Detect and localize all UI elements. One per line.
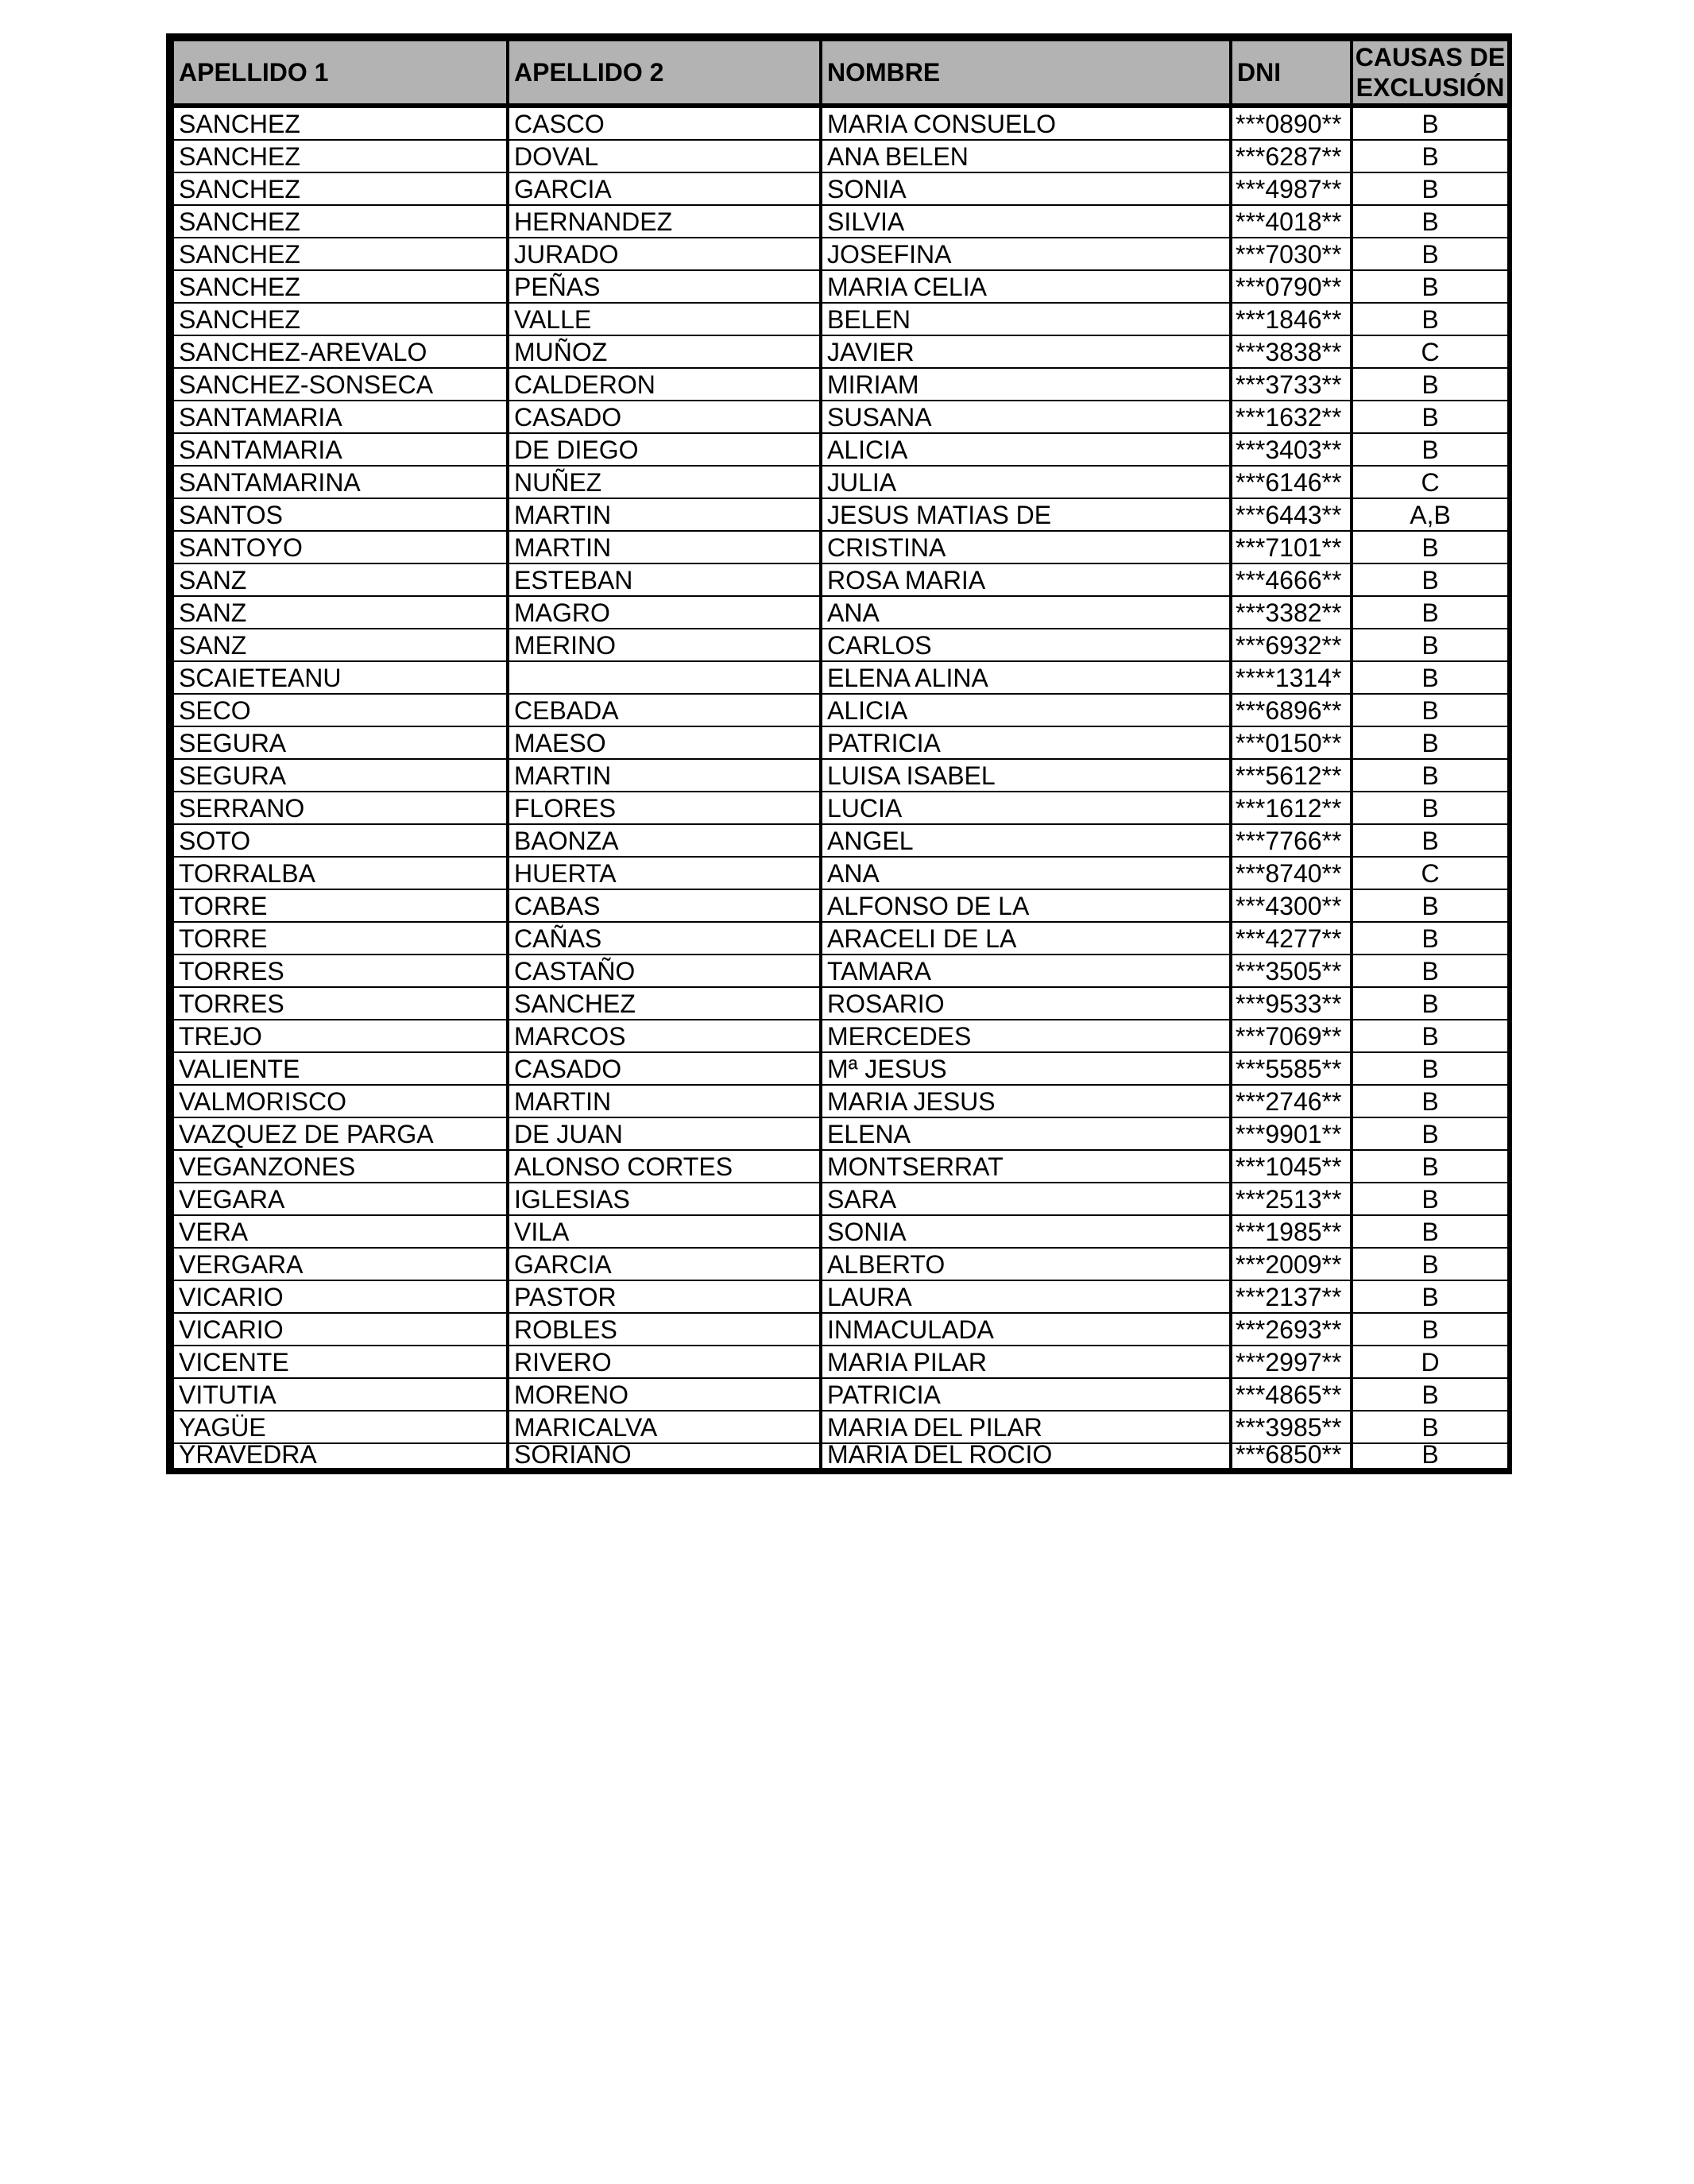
apellido-1-cell: SANTAMARINA	[172, 466, 508, 498]
dni-cell: ***7030**	[1231, 238, 1352, 270]
apellido-1-cell: VERA	[172, 1215, 508, 1248]
apellido-2-cell: HERNANDEZ	[508, 205, 821, 238]
table-row	[172, 140, 1509, 172]
causa-cell: B	[1352, 1183, 1509, 1215]
causa-cell: B	[1352, 824, 1509, 857]
apellido-2-cell: GARCIA	[508, 1248, 821, 1280]
apellido-1-cell: SERRANO	[172, 792, 508, 824]
table-row	[172, 1411, 1509, 1443]
dni-cell: ***6443**	[1231, 498, 1352, 531]
apellido-2-cell: SORIANO	[508, 1443, 821, 1469]
dni-cell: ***6850**	[1231, 1443, 1352, 1469]
causa-cell: B	[1352, 1117, 1509, 1150]
apellido-1-cell: SANCHEZ-SONSECA	[172, 368, 508, 401]
dni-cell: ***7101**	[1231, 531, 1352, 563]
nombre-cell: BELEN	[821, 303, 1231, 335]
causa-cell: B	[1352, 889, 1509, 922]
table-row	[172, 1117, 1509, 1150]
apellido-2-cell: CASTAÑO	[508, 955, 821, 987]
dni-cell: ***0890**	[1231, 106, 1352, 140]
nombre-cell: JOSEFINA	[821, 238, 1231, 270]
table-row	[172, 368, 1509, 401]
apellido-2-cell: VALLE	[508, 303, 821, 335]
apellido-2-cell: NUÑEZ	[508, 466, 821, 498]
nombre-cell: MARIA CONSUELO	[821, 106, 1231, 140]
apellido-1-cell: VICENTE	[172, 1346, 508, 1378]
nombre-cell: Mª JESUS	[821, 1052, 1231, 1085]
apellido-2-cell: MAGRO	[508, 596, 821, 629]
nombre-cell: LAURA	[821, 1280, 1231, 1313]
table-row	[172, 1378, 1509, 1411]
table-row	[172, 335, 1509, 368]
nombre-cell: JESUS MATIAS DE	[821, 498, 1231, 531]
dni-cell: ***3838**	[1231, 335, 1352, 368]
causa-cell: B	[1352, 987, 1509, 1020]
apellido-1-cell: SANTAMARIA	[172, 433, 508, 466]
nombre-cell: ANA BELEN	[821, 140, 1231, 172]
nombre-cell: PATRICIA	[821, 1378, 1231, 1411]
causa-cell: C	[1352, 335, 1509, 368]
causa-cell: B	[1352, 1150, 1509, 1183]
nombre-cell: ALICIA	[821, 433, 1231, 466]
nombre-cell: MARIA CELIA	[821, 270, 1231, 303]
apellido-1-cell: TORRES	[172, 955, 508, 987]
causa-cell: B	[1352, 759, 1509, 792]
causa-cell: C	[1352, 466, 1509, 498]
header-apellido-1: APELLIDO 1	[172, 40, 508, 106]
apellido-2-cell: MARTIN	[508, 1085, 821, 1117]
nombre-cell: ARACELI DE LA	[821, 922, 1231, 955]
nombre-cell: MERCEDES	[821, 1020, 1231, 1052]
table-row	[172, 1052, 1509, 1085]
apellido-2-cell: PASTOR	[508, 1280, 821, 1313]
causa-cell: B	[1352, 140, 1509, 172]
apellido-1-cell: VERGARA	[172, 1248, 508, 1280]
apellido-2-cell: MARTIN	[508, 531, 821, 563]
header-dni: DNI	[1231, 40, 1352, 106]
apellido-2-cell: MARTIN	[508, 759, 821, 792]
dni-cell: ***0790**	[1231, 270, 1352, 303]
exclusion-list-table	[166, 33, 1512, 1474]
dni-cell: ***6896**	[1231, 694, 1352, 726]
dni-cell: ***1846**	[1231, 303, 1352, 335]
dni-cell: ***2997**	[1231, 1346, 1352, 1378]
nombre-cell: MARIA DEL PILAR	[821, 1411, 1231, 1443]
table-row	[172, 694, 1509, 726]
causa-cell: B	[1352, 563, 1509, 596]
dni-cell: ***1045**	[1231, 1150, 1352, 1183]
apellido-2-cell: HUERTA	[508, 857, 821, 889]
nombre-cell: MONTSERRAT	[821, 1150, 1231, 1183]
dni-cell: ***3733**	[1231, 368, 1352, 401]
table-row	[172, 401, 1509, 433]
apellido-2-cell: CEBADA	[508, 694, 821, 726]
apellido-2-cell: ESTEBAN	[508, 563, 821, 596]
causa-cell: B	[1352, 106, 1509, 140]
apellido-2-cell: FLORES	[508, 792, 821, 824]
apellido-1-cell: SEGURA	[172, 726, 508, 759]
causa-cell: B	[1352, 596, 1509, 629]
apellido-2-cell: MAESO	[508, 726, 821, 759]
apellido-1-cell: SANCHEZ	[172, 172, 508, 205]
dni-cell: ***4666**	[1231, 563, 1352, 596]
table-row	[172, 1085, 1509, 1117]
causa-cell: B	[1352, 531, 1509, 563]
apellido-1-cell: SANTAMARIA	[172, 401, 508, 433]
dni-cell: ***4018**	[1231, 205, 1352, 238]
dni-cell: ***6287**	[1231, 140, 1352, 172]
causa-cell: D	[1352, 1346, 1509, 1378]
table-row	[172, 531, 1509, 563]
table-row	[172, 1313, 1509, 1346]
nombre-cell: ELENA	[821, 1117, 1231, 1150]
table-row	[172, 857, 1509, 889]
causa-cell: B	[1352, 238, 1509, 270]
causa-cell: B	[1352, 1052, 1509, 1085]
nombre-cell: CARLOS	[821, 629, 1231, 661]
nombre-cell: SARA	[821, 1183, 1231, 1215]
dni-cell: ***4300**	[1231, 889, 1352, 922]
apellido-2-cell: ALONSO CORTES	[508, 1150, 821, 1183]
apellido-1-cell: SANCHEZ	[172, 303, 508, 335]
nombre-cell: PATRICIA	[821, 726, 1231, 759]
dni-cell: ***6932**	[1231, 629, 1352, 661]
table-row	[172, 726, 1509, 759]
table-row	[172, 1443, 1509, 1469]
table-row	[172, 759, 1509, 792]
nombre-cell: SONIA	[821, 172, 1231, 205]
causa-cell: B	[1352, 1280, 1509, 1313]
apellido-2-cell: MUÑOZ	[508, 335, 821, 368]
table-row	[172, 1248, 1509, 1280]
causa-cell: B	[1352, 629, 1509, 661]
header-apellido-2: APELLIDO 2	[508, 40, 821, 106]
nombre-cell: ELENA ALINA	[821, 661, 1231, 694]
apellido-1-cell: SANZ	[172, 629, 508, 661]
causa-cell: B	[1352, 1411, 1509, 1443]
causa-cell: B	[1352, 1378, 1509, 1411]
table-row	[172, 433, 1509, 466]
dni-cell: ***2137**	[1231, 1280, 1352, 1313]
apellido-1-cell: VAZQUEZ DE PARGA	[172, 1117, 508, 1150]
causa-cell: B	[1352, 1020, 1509, 1052]
apellido-2-cell: ROBLES	[508, 1313, 821, 1346]
table-row	[172, 1346, 1509, 1378]
causa-cell: B	[1352, 694, 1509, 726]
dni-cell: ***7766**	[1231, 824, 1352, 857]
header-causas-exclusion: CAUSAS DE EXCLUSIÓN	[1352, 40, 1509, 106]
apellido-1-cell: SANZ	[172, 596, 508, 629]
apellido-2-cell: MARCOS	[508, 1020, 821, 1052]
header-nombre: NOMBRE	[821, 40, 1231, 106]
dni-cell: ***3403**	[1231, 433, 1352, 466]
causa-cell: B	[1352, 955, 1509, 987]
causa-cell: B	[1352, 303, 1509, 335]
dni-cell: ***2746**	[1231, 1085, 1352, 1117]
nombre-cell: ROSARIO	[821, 987, 1231, 1020]
apellido-1-cell: SANCHEZ	[172, 270, 508, 303]
dni-cell: ***4277**	[1231, 922, 1352, 955]
nombre-cell: LUISA ISABEL	[821, 759, 1231, 792]
nombre-cell: SUSANA	[821, 401, 1231, 433]
dni-cell: ***9901**	[1231, 1117, 1352, 1150]
dni-cell: ***3505**	[1231, 955, 1352, 987]
apellido-2-cell: BAONZA	[508, 824, 821, 857]
apellido-2-cell	[508, 661, 821, 694]
nombre-cell: JULIA	[821, 466, 1231, 498]
dni-cell: ***7069**	[1231, 1020, 1352, 1052]
nombre-cell: SONIA	[821, 1215, 1231, 1248]
apellido-1-cell: TORRALBA	[172, 857, 508, 889]
apellido-2-cell: MORENO	[508, 1378, 821, 1411]
dni-cell: ***4987**	[1231, 172, 1352, 205]
apellido-1-cell: SECO	[172, 694, 508, 726]
table-row	[172, 596, 1509, 629]
apellido-2-cell: DE JUAN	[508, 1117, 821, 1150]
apellido-2-cell: SANCHEZ	[508, 987, 821, 1020]
causa-cell: B	[1352, 205, 1509, 238]
nombre-cell: CRISTINA	[821, 531, 1231, 563]
apellido-1-cell: SANCHEZ	[172, 140, 508, 172]
table-row	[172, 987, 1509, 1020]
nombre-cell: ALBERTO	[821, 1248, 1231, 1280]
causa-cell: B	[1352, 1215, 1509, 1248]
apellido-2-cell: CASCO	[508, 106, 821, 140]
nombre-cell: ROSA MARIA	[821, 563, 1231, 596]
causa-cell: B	[1352, 792, 1509, 824]
causa-cell: B	[1352, 1313, 1509, 1346]
dni-cell: ***3985**	[1231, 1411, 1352, 1443]
apellido-2-cell: DOVAL	[508, 140, 821, 172]
dni-cell: ****1314*	[1231, 661, 1352, 694]
apellido-2-cell: MARTIN	[508, 498, 821, 531]
apellido-2-cell: RIVERO	[508, 1346, 821, 1378]
apellido-1-cell: VICARIO	[172, 1280, 508, 1313]
apellido-1-cell: SCAIETEANU	[172, 661, 508, 694]
apellido-1-cell: TORRE	[172, 922, 508, 955]
causa-cell: B	[1352, 433, 1509, 466]
table-row	[172, 498, 1509, 531]
apellido-2-cell: CASADO	[508, 401, 821, 433]
table-row	[172, 1150, 1509, 1183]
apellido-1-cell: SANCHEZ	[172, 238, 508, 270]
apellido-2-cell: MERINO	[508, 629, 821, 661]
apellido-1-cell: SANCHEZ	[172, 205, 508, 238]
apellido-1-cell: VEGARA	[172, 1183, 508, 1215]
nombre-cell: MARIA PILAR	[821, 1346, 1231, 1378]
nombre-cell: SILVIA	[821, 205, 1231, 238]
table-row	[172, 563, 1509, 596]
table-row	[172, 1215, 1509, 1248]
nombre-cell: ALFONSO DE LA	[821, 889, 1231, 922]
table-row	[172, 205, 1509, 238]
dni-cell: ***2009**	[1231, 1248, 1352, 1280]
apellido-2-cell: GARCIA	[508, 172, 821, 205]
causa-cell: B	[1352, 661, 1509, 694]
apellido-1-cell: TREJO	[172, 1020, 508, 1052]
apellido-2-cell: MARICALVA	[508, 1411, 821, 1443]
table-row	[172, 270, 1509, 303]
apellido-1-cell: SANCHEZ	[172, 106, 508, 140]
table-row	[172, 466, 1509, 498]
causa-cell: B	[1352, 726, 1509, 759]
dni-cell: ***9533**	[1231, 987, 1352, 1020]
apellido-2-cell: IGLESIAS	[508, 1183, 821, 1215]
causa-cell: A,B	[1352, 498, 1509, 531]
apellido-1-cell: TORRES	[172, 987, 508, 1020]
apellido-1-cell: SEGURA	[172, 759, 508, 792]
nombre-cell: MARIA DEL ROCIO	[821, 1443, 1231, 1469]
table-row	[172, 1183, 1509, 1215]
dni-cell: ***5612**	[1231, 759, 1352, 792]
apellido-1-cell: YRAVEDRA	[172, 1443, 508, 1469]
nombre-cell: ANGEL	[821, 824, 1231, 857]
nombre-cell: ANA	[821, 596, 1231, 629]
apellido-1-cell: VEGANZONES	[172, 1150, 508, 1183]
causa-cell: B	[1352, 401, 1509, 433]
apellido-1-cell: VITUTIA	[172, 1378, 508, 1411]
apellido-1-cell: SANCHEZ-AREVALO	[172, 335, 508, 368]
causa-cell: B	[1352, 270, 1509, 303]
causa-cell: B	[1352, 1248, 1509, 1280]
apellido-1-cell: SOTO	[172, 824, 508, 857]
dni-cell: ***1632**	[1231, 401, 1352, 433]
apellido-1-cell: TORRE	[172, 889, 508, 922]
table-row	[172, 889, 1509, 922]
table-row	[172, 792, 1509, 824]
dni-cell: ***5585**	[1231, 1052, 1352, 1085]
apellido-2-cell: CALDERON	[508, 368, 821, 401]
apellido-1-cell: SANTOYO	[172, 531, 508, 563]
nombre-cell: JAVIER	[821, 335, 1231, 368]
nombre-cell: LUCIA	[821, 792, 1231, 824]
dni-cell: ***3382**	[1231, 596, 1352, 629]
dni-cell: ***0150**	[1231, 726, 1352, 759]
apellido-2-cell: PEÑAS	[508, 270, 821, 303]
table-header-row	[172, 40, 1509, 106]
apellido-1-cell: YAGÜE	[172, 1411, 508, 1443]
apellido-1-cell: VALIENTE	[172, 1052, 508, 1085]
causa-cell: B	[1352, 172, 1509, 205]
causa-cell: B	[1352, 1085, 1509, 1117]
causa-cell: B	[1352, 1443, 1509, 1469]
table-row	[172, 172, 1509, 205]
causa-cell: C	[1352, 857, 1509, 889]
table-row	[172, 922, 1509, 955]
apellido-1-cell: VICARIO	[172, 1313, 508, 1346]
table-row	[172, 661, 1509, 694]
table-row	[172, 955, 1509, 987]
nombre-cell: INMACULADA	[821, 1313, 1231, 1346]
apellido-1-cell: SANZ	[172, 563, 508, 596]
apellido-2-cell: DE DIEGO	[508, 433, 821, 466]
apellido-2-cell: CABAS	[508, 889, 821, 922]
dni-cell: ***4865**	[1231, 1378, 1352, 1411]
apellido-2-cell: CASADO	[508, 1052, 821, 1085]
apellido-2-cell: JURADO	[508, 238, 821, 270]
dni-cell: ***2513**	[1231, 1183, 1352, 1215]
table-row	[172, 629, 1509, 661]
causa-cell: B	[1352, 922, 1509, 955]
table-row	[172, 824, 1509, 857]
table-row	[172, 106, 1509, 140]
nombre-cell: ANA	[821, 857, 1231, 889]
table-row	[172, 1020, 1509, 1052]
dni-cell: ***1612**	[1231, 792, 1352, 824]
dni-cell: ***8740**	[1231, 857, 1352, 889]
dni-cell: ***2693**	[1231, 1313, 1352, 1346]
nombre-cell: MARIA JESUS	[821, 1085, 1231, 1117]
apellido-2-cell: CAÑAS	[508, 922, 821, 955]
table-row	[172, 1280, 1509, 1313]
dni-cell: ***6146**	[1231, 466, 1352, 498]
apellido-1-cell: SANTOS	[172, 498, 508, 531]
causa-cell: B	[1352, 368, 1509, 401]
nombre-cell: TAMARA	[821, 955, 1231, 987]
nombre-cell: ALICIA	[821, 694, 1231, 726]
nombre-cell: MIRIAM	[821, 368, 1231, 401]
table-row	[172, 238, 1509, 270]
table-row	[172, 303, 1509, 335]
apellido-2-cell: VILA	[508, 1215, 821, 1248]
dni-cell: ***1985**	[1231, 1215, 1352, 1248]
apellido-1-cell: VALMORISCO	[172, 1085, 508, 1117]
